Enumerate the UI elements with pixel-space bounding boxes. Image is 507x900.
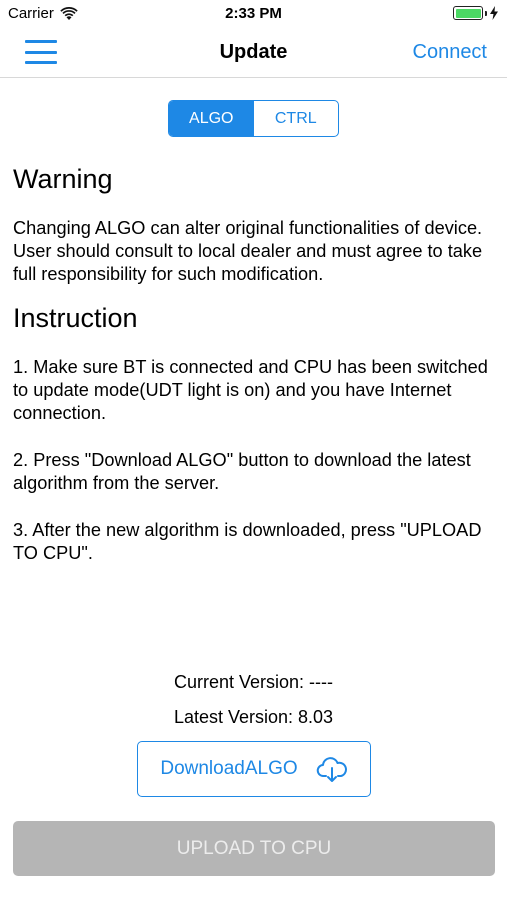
warning-heading: Warning [13, 164, 113, 194]
instruction-heading: Instruction [13, 303, 138, 333]
download-algo-button[interactable] [137, 741, 371, 797]
status-time: 2:33 PM [225, 5, 282, 22]
carrier-label: Carrier [8, 5, 54, 22]
download-algo-label: DownloadALGO [160, 758, 298, 779]
menu-line [25, 40, 57, 43]
instruction-step-2: 2. Press "Download ALGO" button to download the latest algorithm from the server. [13, 450, 471, 493]
battery-cap [485, 11, 487, 16]
hamburger-menu-icon[interactable] [24, 37, 58, 67]
latest-version: Latest Version: 8.03 [173, 707, 334, 727]
connect-button[interactable]: Connect [412, 41, 487, 63]
status-bar [0, 0, 507, 28]
page-title: Update [219, 41, 288, 63]
bolt-icon [489, 6, 499, 20]
segment-ctrl[interactable]: CTRL [274, 109, 317, 127]
upload-to-cpu-button[interactable]: UPLOAD TO CPU [13, 821, 495, 876]
menu-line [25, 51, 57, 54]
battery-icon [453, 6, 483, 20]
current-version: Current Version: ---- [173, 672, 334, 692]
battery-status [453, 6, 499, 20]
instruction-step-1: 1. Make sure BT is connected and CPU has been switched to update mode(UDT light is on) and you have Internet connection. [13, 357, 488, 423]
instruction-step-3: 3. After the new algorithm is downloaded, press "UPLOAD TO CPU". [13, 520, 482, 563]
navigation-bar [0, 28, 507, 78]
battery-level-fill [456, 9, 481, 18]
warning-text: Changing ALGO can alter original functionalities of device. User should consult to local dealer and must agree to take full responsibility for such modification. [13, 218, 483, 284]
menu-line [25, 61, 57, 64]
cloud-download-icon [316, 755, 348, 783]
algo-ctrl-segmented-control [168, 100, 339, 137]
segment-algo[interactable]: ALGO [169, 101, 254, 136]
